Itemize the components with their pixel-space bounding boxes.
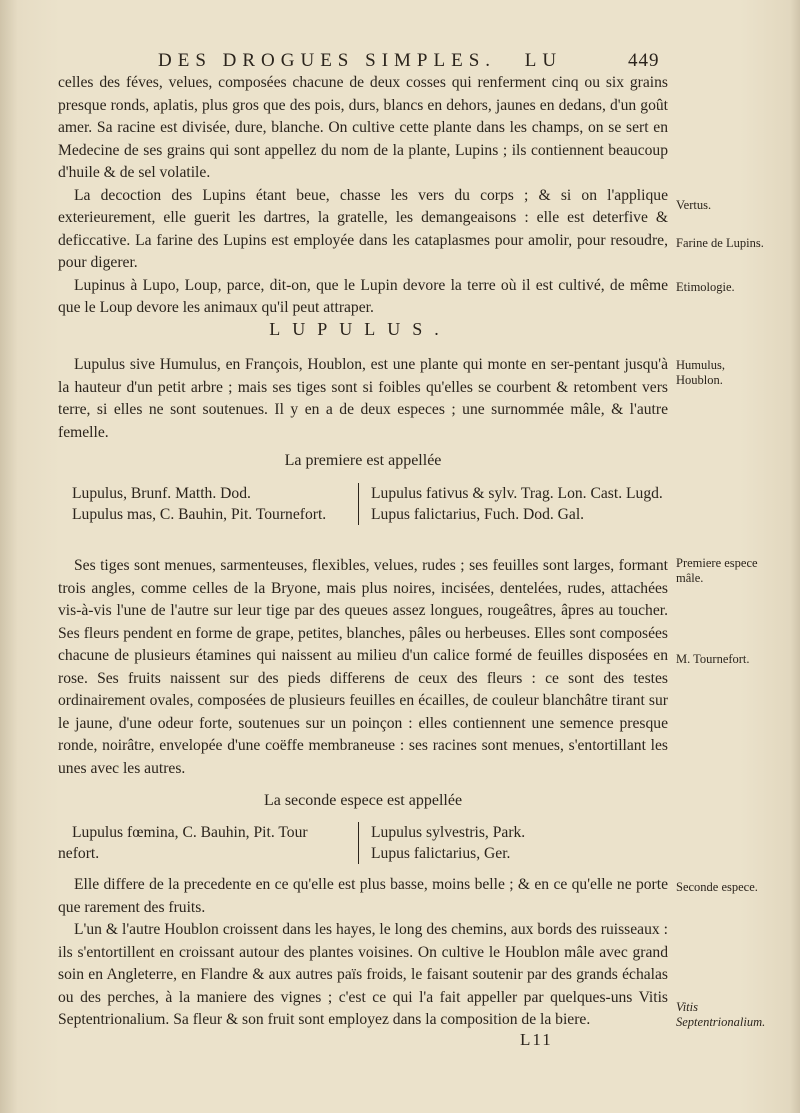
- paragraph-hop-intro: Lupulus sive Humulus, en François, Houblon, est une plante qui monte en ser-pentant jusqu'à la hauteur d'un petit arbre ; mais ses tiges sont si foibles qu'elles se courbent & retombent vers terre, si elles ne sont soutenues. Il y en a de deux especes ; une surnommée mâle, & l'autre femelle.: [58, 356, 668, 441]
- subheading-second-species: La seconde espece est appellée: [263, 792, 463, 809]
- synonyms-first: [58, 483, 668, 547]
- paragraph-description: celles des féves, velues, composées chacune de deux cosses qui renferment cinq ou six grains presque ronds, aplatis, plus gros que des pois, durs, blancs en dehors, jaunes en dedans, d'un goût amer. Sa racine est divisée, dure, blanche. On cultive cette plante dans les champs, on se sert en Medecine de ses grains qui sont appellez du nom de la plante, Lupins ; ils contiennent beaucoup d'huile & de sel volatile.: [58, 74, 668, 181]
- synonym: Lupus falictarius, Fuch. Dod. Gal.: [371, 506, 585, 523]
- synonyms-left: [58, 483, 338, 525]
- margin-note-premiere: Premiere espece mâle.: [676, 556, 758, 585]
- synonym: Lupulus mas, C. Bauhin, Pit. Tournefort.: [72, 506, 327, 523]
- synonyms-right: [358, 483, 681, 525]
- section-letters: LU: [524, 50, 563, 71]
- paragraph-first-species: Ses tiges sont menues, sarmenteuses, flexibles, velues, rudes ; ses feuilles sont larges, formant trois angles, comme celles de la Bryone, mais plus noires, incisées, dentelées, rudes, attachées vis-à-vis l'une de l'autre sur leur tige par des queues assez longues, rougeâtres, âpres au toucher. Ses fleurs pendent en forme de grape, petites, blanches, pâles ou herbeuses. Elles sont composées chacune de plusieurs étamines qui naissent au milieu d'un calice formé de feuilles disposées en rose. Ses fruits naissent sur des pieds differens de ceux des fleurs : ce sont des testes ordinairement ovales, composées de plusieurs feuilles en écailles, de couleur blanchâtre tirant sur le jaune, d'une odeur forte, soutenues sur un poinçon : elles contiennent une semence presque ronde, noirâtre, envelopée d'une coëffe membraneuse : ses racines sont menues, s'entortillant les unes avec les autres.: [58, 557, 668, 777]
- paragraph-virtues: La decoction des Lupins étant beue, chasse les vers du corps ; & si on l'applique exterieurement, elle guerit les dartres, la gratelle, les demangeaisons : elle est deterfive & deficcative. La farine des Lupins est employée dans les cataplasmes pour amolir, pour resoudre, pour digerer.: [58, 186, 668, 271]
- text-block-second-species: [58, 874, 668, 1032]
- text-block-first-species: [58, 555, 668, 780]
- subheading-first-species: La premiere est appellée: [284, 452, 442, 469]
- page-number: 449: [628, 50, 660, 71]
- margin-note-humulus: Humulus, Houblon.: [676, 358, 725, 387]
- running-title: DES DROGUES SIMPLES.: [158, 50, 497, 71]
- catchword: L11: [520, 1030, 553, 1049]
- synonym: Lupulus, Brunf. Matth. Dod.: [72, 485, 251, 502]
- margin-note-etimologie: Etimologie.: [676, 280, 735, 294]
- margin-note-vitis: Vitis Septentrionalium.: [676, 1000, 766, 1029]
- margin-note-seconde: Seconde espece.: [676, 880, 758, 894]
- running-header: [158, 50, 678, 72]
- text-block-lupulus: [58, 354, 668, 444]
- synonym: Lupulus sylvestris, Park.: [371, 824, 526, 841]
- margin-note-tournefort: M. Tournefort.: [676, 652, 750, 666]
- margin-note-farine: Farine de Lupins.: [676, 236, 764, 250]
- paragraph-etymology: Lupinus à Lupo, Loup, parce, dit-on, que le Lupin devore la terre où il est cultivé, de même que le Loup devore les animaux qu'il peut attraper.: [58, 276, 668, 316]
- synonyms-second: [58, 822, 668, 866]
- paragraph-habitat: L'un & l'autre Houblon croissent dans les hayes, le long des chemins, aux bords des ruisseaux : ils s'entortillent en croissant autour des plantes voisines. On cultive le Houblon mâle avec grand soin en Angleterre, en Flandre & aux autres païs froids, le faisant soutenir par des grands échalas ou des perches, à la maniere des vignes ; c'est ce qui l'a fait appeller par quelques-uns Vitis Septentrionalium. Sa fleur & son fruit sont employez dans la composition de la biere.: [58, 921, 668, 1028]
- synonym: Lupulus fœmina, C. Bauhin, Pit. Tour nefort.: [58, 824, 308, 862]
- text-block-lupins: [58, 72, 668, 320]
- synonyms-left: [58, 822, 338, 864]
- synonyms-right: [358, 822, 681, 864]
- section-title: LUPULUS.: [269, 319, 451, 339]
- synonym: Lupus falictarius, Ger.: [371, 845, 511, 862]
- synonym: Lupulus fativus & sylv. Trag. Lon. Cast. Lugd.: [371, 485, 663, 502]
- margin-note-vertus: Vertus.: [676, 198, 712, 212]
- paragraph-second-species: Elle differe de la precedente en ce qu'elle est plus basse, moins belle ; & en ce qu'elle ne porte que rarement des fruits.: [58, 876, 668, 916]
